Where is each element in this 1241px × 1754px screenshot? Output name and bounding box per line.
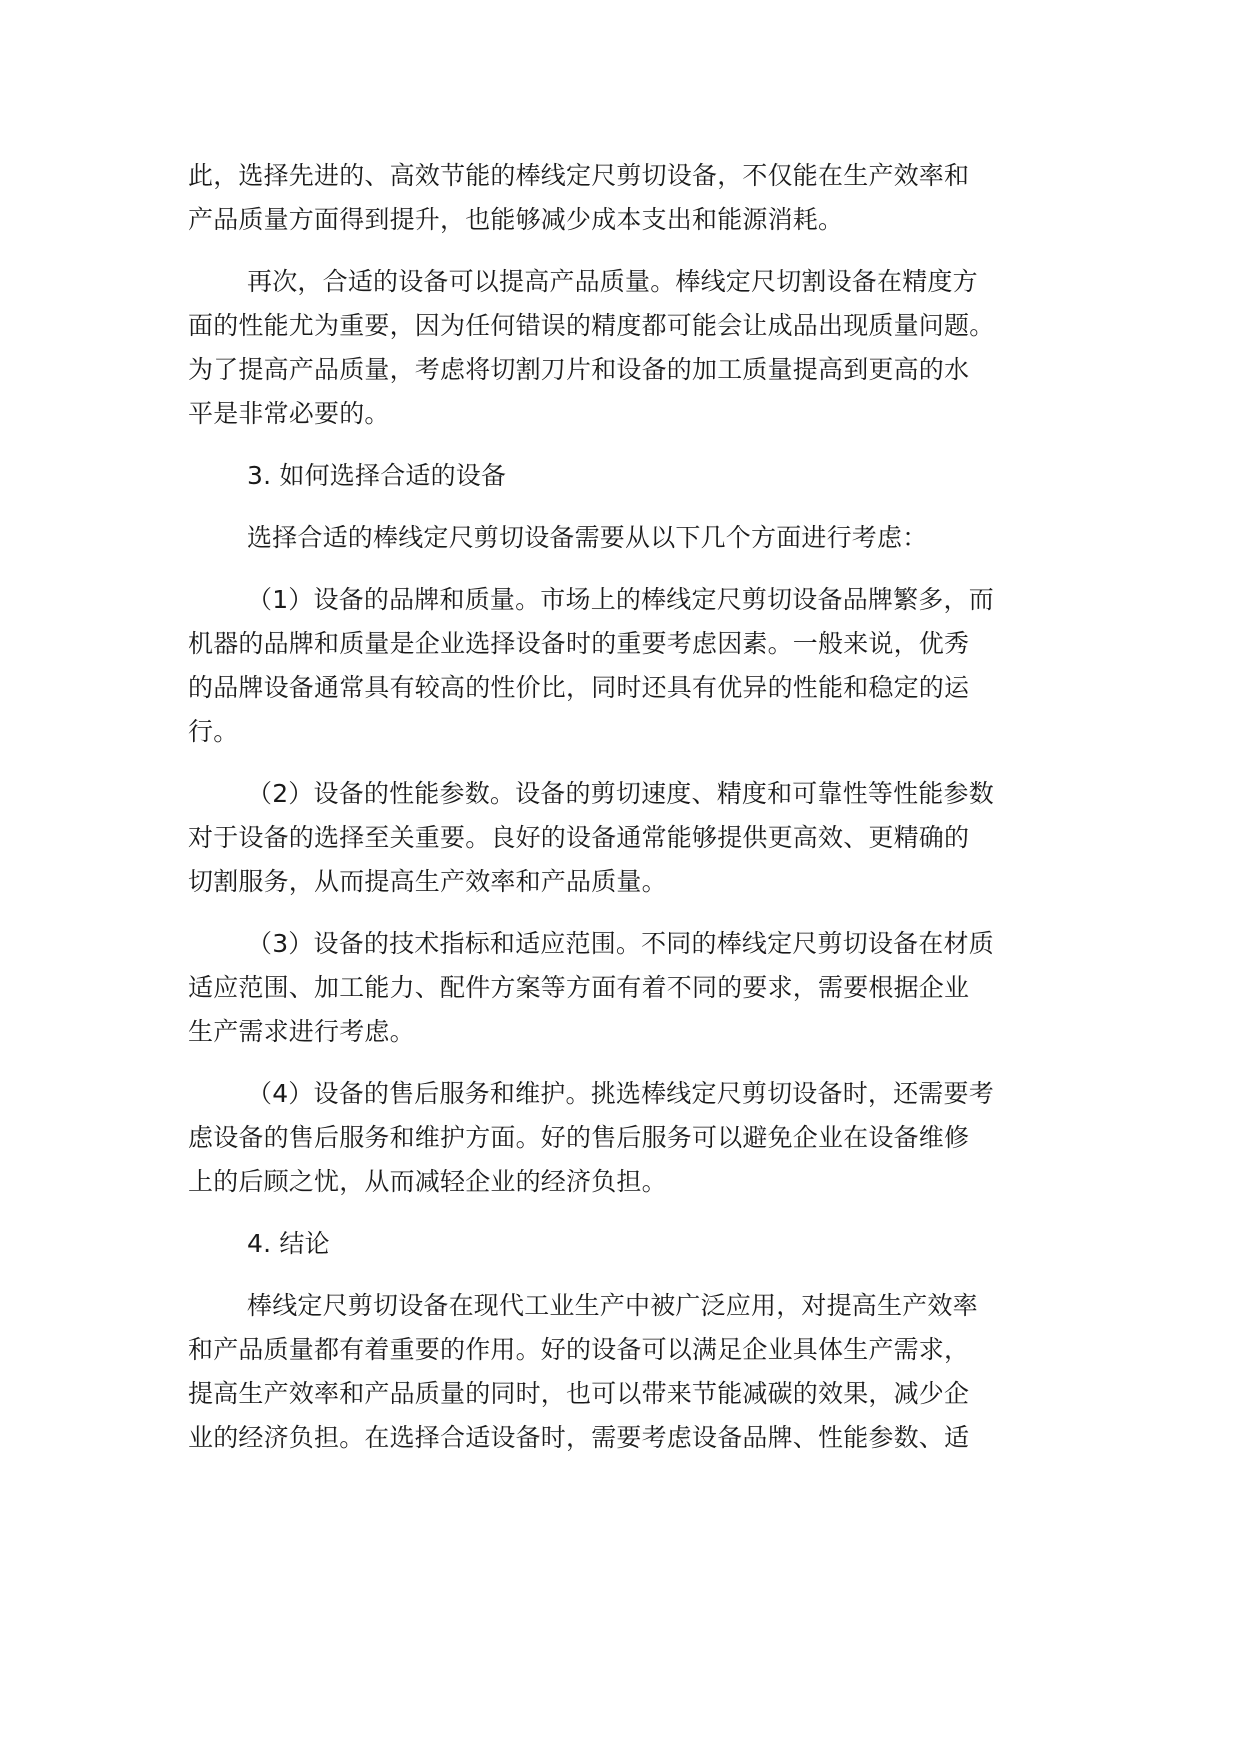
text-line: 机器的品牌和质量是企业选择设备时的重要考虑因素。一般来说，优秀 bbox=[188, 629, 970, 658]
document-body bbox=[188, 154, 1088, 1478]
text-line: 业的经济负担。在选择合适设备时，需要考虑设备品牌、性能参数、适 bbox=[188, 1423, 970, 1452]
text-line: （2）设备的性能参数。设备的剪切速度、精度和可靠性等性能参数 bbox=[247, 779, 994, 808]
text-line: 的品牌设备通常具有较高的性价比，同时还具有优异的性能和稳定的运 bbox=[188, 673, 970, 702]
text-line: 此，选择先进的、高效节能的棒线定尺剪切设备，不仅能在生产效率和 bbox=[188, 161, 970, 190]
text-line: （1）设备的品牌和质量。市场上的棒线定尺剪切设备品牌繁多，而 bbox=[247, 585, 994, 614]
heading-text: 4. 结论 bbox=[247, 1229, 330, 1258]
paragraph-intro-continuation bbox=[188, 154, 1088, 242]
text-line: 产品质量方面得到提升，也能够减少成本支出和能源消耗。 bbox=[188, 205, 844, 234]
text-line: 为了提高产品质量，考虑将切割刀片和设备的加工质量提高到更高的水 bbox=[188, 355, 970, 384]
paragraph-item-3 bbox=[188, 922, 1088, 1054]
text-line: （3）设备的技术指标和适应范围。不同的棒线定尺剪切设备在材质 bbox=[247, 929, 994, 958]
paragraph-item-1 bbox=[188, 578, 1088, 754]
text-line: 和产品质量都有着重要的作用。好的设备可以满足企业具体生产需求， bbox=[188, 1335, 970, 1364]
text-line: 选择合适的棒线定尺剪切设备需要从以下几个方面进行考虑： bbox=[247, 523, 928, 552]
text-line: （4）设备的售后服务和维护。挑选棒线定尺剪切设备时，还需要考 bbox=[247, 1079, 994, 1108]
heading-text: 3. 如何选择合适的设备 bbox=[247, 461, 507, 490]
paragraph-item-4 bbox=[188, 1072, 1088, 1204]
text-line: 面的性能尤为重要，因为任何错误的精度都可能会让成品出现质量问题。 bbox=[188, 311, 995, 340]
text-line: 平是非常必要的。 bbox=[188, 399, 390, 428]
paragraph-conclusion bbox=[188, 1284, 1088, 1460]
text-line: 提高生产效率和产品质量的同时，也可以带来节能减碳的效果，减少企 bbox=[188, 1379, 970, 1408]
section-3-heading bbox=[188, 454, 1088, 498]
paragraph-section-3-intro bbox=[188, 516, 1088, 560]
text-line: 虑设备的售后服务和维护方面。好的售后服务可以避免企业在设备维修 bbox=[188, 1123, 970, 1152]
text-line: 上的后顾之忧，从而减轻企业的经济负担。 bbox=[188, 1167, 667, 1196]
paragraph-item-2 bbox=[188, 772, 1088, 904]
text-line: 对于设备的选择至关重要。良好的设备通常能够提供更高效、更精确的 bbox=[188, 823, 970, 852]
text-line: 行。 bbox=[188, 717, 239, 746]
paragraph-quality bbox=[188, 260, 1088, 436]
text-line: 切割服务，从而提高生产效率和产品质量。 bbox=[188, 867, 667, 896]
text-line: 再次，合适的设备可以提高产品质量。棒线定尺切割设备在精度方 bbox=[247, 267, 978, 296]
section-4-heading bbox=[188, 1222, 1088, 1266]
text-line: 生产需求进行考虑。 bbox=[188, 1017, 415, 1046]
text-line: 棒线定尺剪切设备在现代工业生产中被广泛应用，对提高生产效率 bbox=[247, 1291, 978, 1320]
text-line: 适应范围、加工能力、配件方案等方面有着不同的要求，需要根据企业 bbox=[188, 973, 970, 1002]
